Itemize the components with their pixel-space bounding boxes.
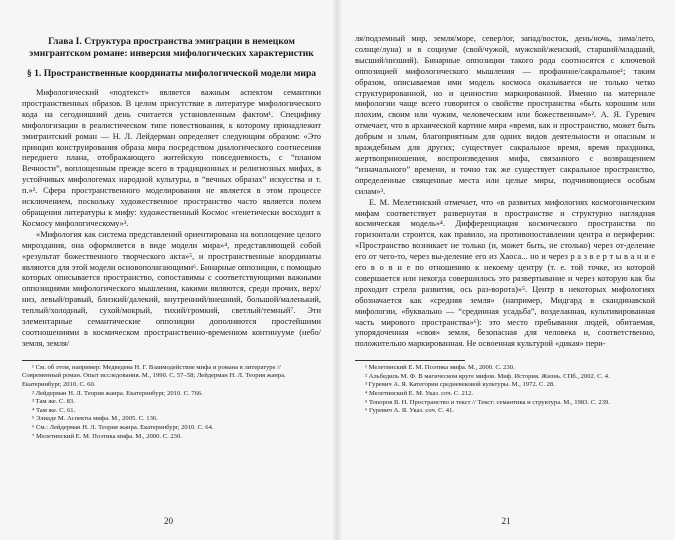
right-page [337, 0, 675, 540]
footnote: ³ Там же. С. 83. [32, 398, 75, 406]
footnote-rule [355, 360, 465, 361]
footnote: ⁴ Там же. С. 61. [32, 406, 76, 414]
footnote: ¹ См. об этом, например: Медведева Н. Г. Взаимодействие мифа и романа в литературе // Современный роман. Опыт исследования. М., 1990. С. 57–58; Лейдерман Н. Л. Теория жанра. Екатеринбург, 2010. С. 60. [22, 363, 286, 388]
footnote: ³ Гуревич А. Я. Категории средневековой культуры. М., 1972. С. 28. [365, 381, 555, 389]
paragraph: «Мифология как система представлений ориентирована на воплощение целого мироздания, она оформляется в виде модели мира»⁴, представляющей собой «результат божественного творческого акта»⁵, и пространственные координаты являются для этой модели основополагающими⁶. Бинарные оппозиции, с помощью которых описывается пространство, сопоставимы с соответствующими важными оппозициями мифологического мышления, какими являются, среди прочих, верх/низ, левый/правый, близкий/далекий, внутренний/внешний, большой/маленький, теплый/холодный, сухой/мокрый, тихий/громкий, светлый/темный⁷. Эти элементарные семантические оппозиции дополняются простейшими соотношениями в космическом пространственно-временном континууме (небо/земля, земля/ [22, 229, 321, 348]
page-number-right: 21 [501, 516, 511, 526]
page-number-left: 20 [164, 516, 173, 526]
right-footnotes [355, 364, 655, 416]
left-page [0, 0, 337, 540]
footnote: ² Лейдерман Н. Л. Теория жанра. Екатеринбург, 2010. С. 766. [32, 389, 203, 397]
left-footnotes [22, 364, 321, 441]
footnote: ⁷ Мелетинский Е. М. Поэтика мифа. М., 2000. С. 230. [32, 432, 182, 440]
left-body-text [22, 88, 321, 350]
section-title: § 1. Пространственные координаты мифологической модели мира [26, 68, 317, 79]
footnote: ¹ Мелетинский Е. М. Поэтика мифа. М., 2000. С. 230. [365, 364, 515, 372]
footnote: ⁶ См.: Лейдерман Н. Л. Теория жанра. Екатеринбург, 2010. С. 64. [32, 423, 214, 431]
right-body-text [355, 34, 655, 350]
footnote: ⁵ Элиаде М. Аспекты мифа. М., 2005. С. 136. [32, 415, 158, 423]
chapter-title: Глава I. Структура пространства эмиграции в немецком эмигрантском романе: инверсия мифологических характеристик [29, 36, 314, 59]
footnote: ⁶ Гуревич А. Я. Указ. соч. С. 41. [365, 407, 455, 415]
footnote: ⁵ Топоров В. Н. Пространство и текст // Текст: семантика и структура. М., 1983. С. 239. [365, 398, 610, 406]
paragraph: Мифологический «подтекст» является важным аспектом семантики пространственных образов. В целом присутствие в литературе мифологического кода на сегодняшний день считается установленным фактом¹. Специфику мифологизации в реалистическом типе повествования, к которому принадлежит эмигрантский роман — Н. Л. Лейдерман определяет следующим образом: «Это принцип конструирования образа мира посредством диалогического соотнесения переднего плана, отображающего житейскую повседневность, с “планом Вечности”, воплощенным прежде всего в традиционных и религиозных мифах, в устойчивых мифологемах народной культуры, в “вечных образах” искусства и т. п.»². Сфера пространственного моделирования не является в этом процессе исключением, поскольку художественное пространство часто является полем обращения литературы к мифу: художественный Космос «генетически восходит к Космосу мифологическому»³. [22, 88, 321, 228]
paragraph: Е. М. Мелетинский отмечает, что «в развитых мифологиях космогоническим мифам соответствует развернутая в пространстве и структурно наглядная космическая модель»⁴. Дифференциация космического пространства по горизонтали строится, как правило, на противопоставлении центра и периферии: «Пространство возникает не только (и, может быть, не столько) через от-деление его от чего-то, через вы-деление его из Хаоса... но и через р а з в е р т ы в а н и е его в о в н е по отношению к некоему центру (т. е. той точке, из которой совершается или некогда совершилось это развертывание и через которую как бы проходит стрела развития, ось раз-ворота)»⁵. Центр в некоторых мифологиях обозначается как «средняя земля» (например, Мидгард в скандинавской мифологии, «буквально — “срединная усадьба”, возделанная, культивированная часть мирового пространства»⁶): это место пребывания людей, обитаемая, упорядоченная «своя» земля, безопасная для человека и, соответственно, положительно маркированная. Не освоенная культурой «дикая» пери- [355, 197, 655, 349]
footnote-rule [22, 360, 132, 361]
paragraph: ля/подземный мир, земля/море, север/юг, запад/восток, день/ночь, зима/лето, солнце/луна) и в социуме (свой/чужой, мужской/женский, старший/младший, высший/низший). Бинарные оппозиции такого рода соотносятся с ключевой оппозицией мифологического мышления — профанное/сакральное¹; таким образом, описываемая ими модель космоса оказывается не только четко структурированной, но и ценностно маркированной. Именно на материале мифологии чаще всего говорится о свойстве пространства «быть хорошим или плохим, своим или чужим, человеческим или божественным»². А. Я. Гуревич отмечает, что в архаической картине мира «время, как и пространство, может быть добрым и злым, благоприятным для одних видов деятельности и опасным и враждебным для других; существует сакральное время, время праздника, жертвоприношения, воспроизведения мифа, связанного с возвращением “изначального” времени, и точно так же существует сакральное пространство, определенные священные места или целые миры, подчиняющиеся особым силам»³. [355, 34, 655, 196]
footnote: ² Альбедиль М. Ф. В магическом круге мифов. Миф. История. Жизнь. СПб., 2002. С. 4. [365, 372, 610, 380]
footnote: ⁴ Мелетинский Е. М. Указ. соч. С. 212. [365, 390, 474, 398]
